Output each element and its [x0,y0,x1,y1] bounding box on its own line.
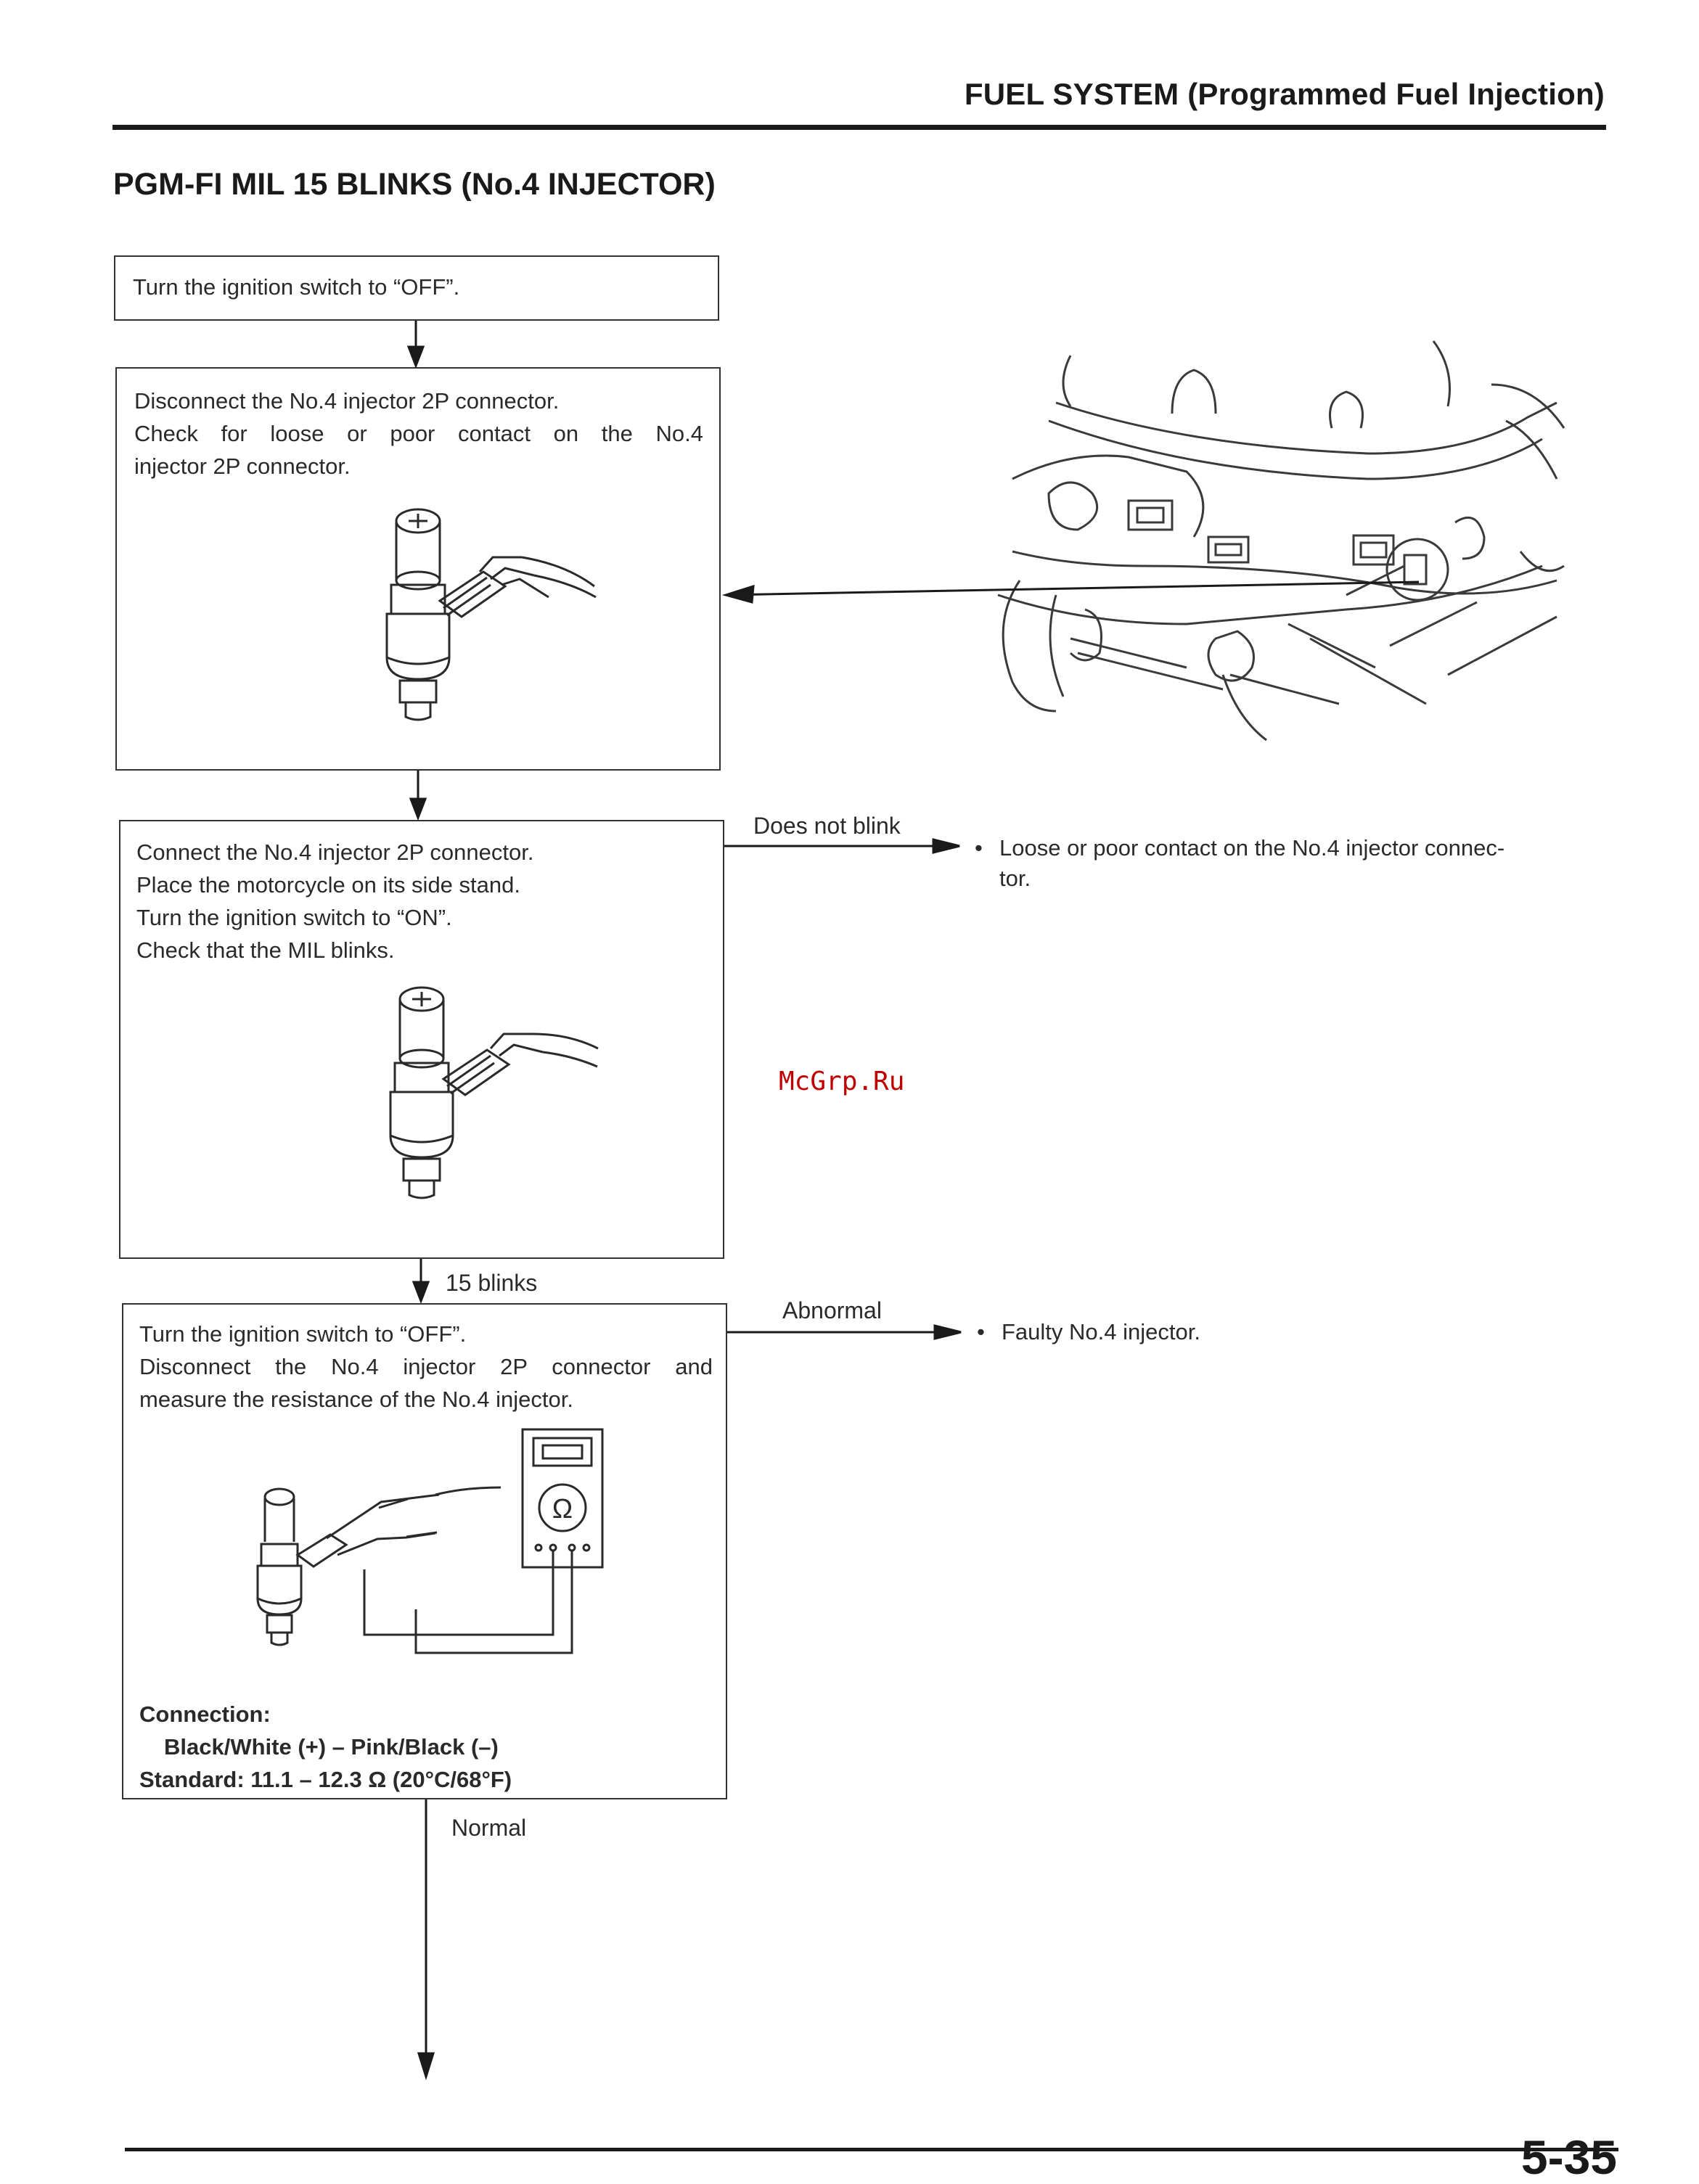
step-4-line-3: measure the resistance of the No.4 injector. [139,1387,573,1412]
branch-label-normal: Normal [451,1815,527,1841]
step-4-line-1: Turn the ignition switch to “OFF”. [139,1321,467,1347]
footer-rule [125,2148,1618,2151]
step-2-line-3: injector 2P connector. [134,453,351,479]
step-3-line-4: Check that the MIL blinks. [136,937,395,963]
standard-spec: Standard: 11.1 – 12.3 Ω (20°C/68°F) [139,1767,512,1792]
page-heading: PGM-FI MIL 15 BLINKS (No.4 INJECTOR) [113,167,716,202]
bullet-icon: • [975,835,983,861]
step-4-line-2: Disconnect the No.4 injector 2P connector and [139,1354,713,1379]
step-3-line-2: Place the motorcycle on its side stand. [136,872,520,898]
step-2-line-2: Check for loose or poor contact on the No.4 [134,421,703,446]
step-1-line-1: Turn the ignition switch to “OFF”. [133,274,460,300]
branch-label-15-blinks: 15 blinks [446,1270,538,1296]
branch-label-does-not-blink: Does not blink [753,813,901,839]
connection-value: Black/White (+) – Pink/Black (–) [164,1734,499,1760]
result-faulty-injector [977,1317,1412,1347]
branch-label-abnormal: Abnormal [782,1297,882,1323]
result-loose-contact [975,833,1613,894]
watermark: McGrp.Ru [779,1067,905,1096]
section-title: FUEL SYSTEM (Programmed Fuel Injection) [964,77,1605,111]
meter-symbol: Ω [552,1494,573,1524]
result-faulty-injector-text: Faulty No.4 injector. [1002,1319,1200,1345]
step-2-line-1: Disconnect the No.4 injector 2P connector. [134,388,560,414]
page-number: 5-35 [1520,2130,1617,2184]
step-3-line-3: Turn the ignition switch to “ON”. [136,905,452,930]
result-loose-contact-line-2: tor. [999,866,1031,891]
step-3-line-1: Connect the No.4 injector 2P connector. [136,839,534,865]
bullet-icon: • [977,1319,985,1345]
result-loose-contact-line-1: Loose or poor contact on the No.4 injector connec- [999,835,1505,861]
connection-label: Connection: [139,1701,271,1727]
